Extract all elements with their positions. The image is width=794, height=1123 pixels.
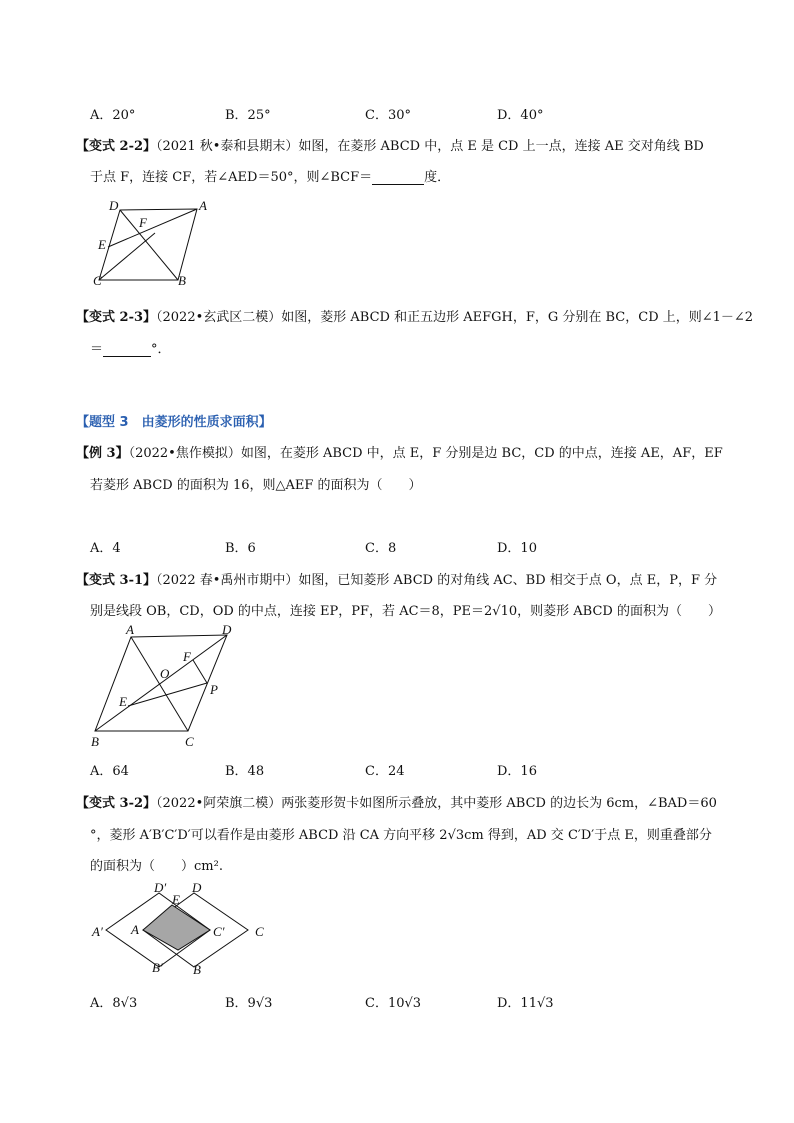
example-3-line2: 若菱形 ABCD 的面积为 16，则△AEF 的面积为（ ） [90, 478, 422, 493]
question-text: （2022•焦作模拟）如图，在菱形 ABCD 中，点 E，F 分别是边 BC，CD 的中点，连接 AE，AF，EF [128, 446, 723, 461]
question-tag: 【例 3】 [76, 446, 129, 461]
example-3-line1 [76, 442, 723, 461]
label-P: P [210, 682, 218, 697]
question-text: 于点 F，连接 CF，若∠AED＝50°，则∠BCF＝ [90, 170, 373, 185]
question-text: （2021 秋•泰和县期末）如图，在菱形 ABCD 中，点 E 是 CD 上一点，连接 AE 交对角线 BD [156, 139, 704, 154]
label-E: E [98, 237, 106, 252]
question-text: （2022 春•禹州市期中）如图，已知菱形 ABCD 的对角线 AC、BD 相交于点 O，点 E，P，F 分 [156, 573, 718, 588]
option-c: C．24 [365, 764, 405, 779]
label-B: B [91, 734, 99, 749]
question-tag: 【变式 2-2】 [76, 139, 157, 154]
question-tag: 【变式 3-2】 [76, 796, 157, 811]
label-B: B [193, 962, 201, 977]
figure-overlapping-rhombi [88, 880, 278, 980]
question-text: （2022•玄武区二模）如图，菱形 ABCD 和正五边形 AEFGH，F，G 分别在 BC，CD 上，则∠1－∠2 [156, 310, 754, 325]
question-3-2-line2: °，菱形 A′B′C′D′可以看作是由菱形 ABCD 沿 CA 方向平移 2√3cm 得到，AD 交 C′D′于点 E，则重叠部分 [90, 828, 712, 843]
label-O: O [160, 666, 170, 681]
option-d: D．11√3 [497, 996, 554, 1011]
label-A: A [131, 922, 139, 937]
figure-rhombus-3-1 [86, 620, 236, 754]
answer-blank [372, 172, 424, 185]
label-C: C [255, 924, 264, 939]
question-3-1-line1 [76, 569, 717, 588]
label-F: F [183, 649, 191, 664]
question-tag: 【变式 2-3】 [76, 310, 157, 325]
question-3-1-line2: 别是线段 OB，CD，OD 的中点，连接 EP，PF，若 AC＝8，PE＝2√10，则菱形 ABCD 的面积为（ ） [90, 604, 721, 619]
question-text: （2022•阿荣旗二模）两张菱形贺卡如图所示叠放，其中菱形 ABCD 的边长为 6cm，∠BAD＝60 [156, 796, 717, 811]
option-c: C．30° [365, 108, 411, 123]
option-b: B．6 [225, 541, 256, 556]
option-d: D．16 [497, 764, 537, 779]
label-B-prime: B′ [152, 960, 163, 975]
question-2-3-line2 [90, 338, 171, 357]
label-D-prime: D′ [154, 880, 167, 895]
option-a: A．8√3 [90, 996, 138, 1011]
label-E: E [119, 694, 127, 709]
label-C: C [185, 734, 194, 749]
question-tag: 【变式 3-1】 [76, 573, 157, 588]
option-a: A．4 [90, 541, 121, 556]
label-A-prime: A′ [92, 924, 103, 939]
question-3-2-line3: 的面积为（ ）cm². [90, 859, 223, 874]
option-b: B．9√3 [225, 996, 273, 1011]
label-F: F [139, 215, 147, 230]
question-2-2-line1 [76, 135, 704, 154]
option-d: D．40° [497, 108, 544, 123]
option-c: C．10√3 [365, 996, 422, 1011]
question-2-2-line2 [90, 166, 450, 185]
question-text: ＝ [90, 342, 104, 357]
label-C: C [93, 273, 102, 288]
option-d: D．10 [497, 541, 537, 556]
label-A: A [126, 622, 134, 637]
label-C-prime: C′ [213, 924, 225, 939]
question-text: 度． [424, 170, 451, 185]
option-b: B．48 [225, 764, 265, 779]
option-a: A．64 [90, 764, 129, 779]
question-text: °． [151, 342, 171, 357]
figure-rhombus-2-2 [88, 196, 218, 292]
label-D: D [109, 198, 119, 213]
option-b: B．25° [225, 108, 271, 123]
option-c: C．8 [365, 541, 397, 556]
question-2-3-line1 [76, 306, 753, 325]
label-A: A [199, 198, 207, 213]
answer-blank [103, 344, 151, 357]
label-D: D [192, 880, 202, 895]
question-3-2-line1 [76, 792, 717, 811]
option-a: A．20° [90, 108, 136, 123]
label-E: E [172, 892, 180, 907]
label-B: B [178, 273, 186, 288]
label-D: D [222, 622, 232, 637]
section-heading: 【题型 3 由菱形的性质求面积】 [76, 415, 272, 430]
